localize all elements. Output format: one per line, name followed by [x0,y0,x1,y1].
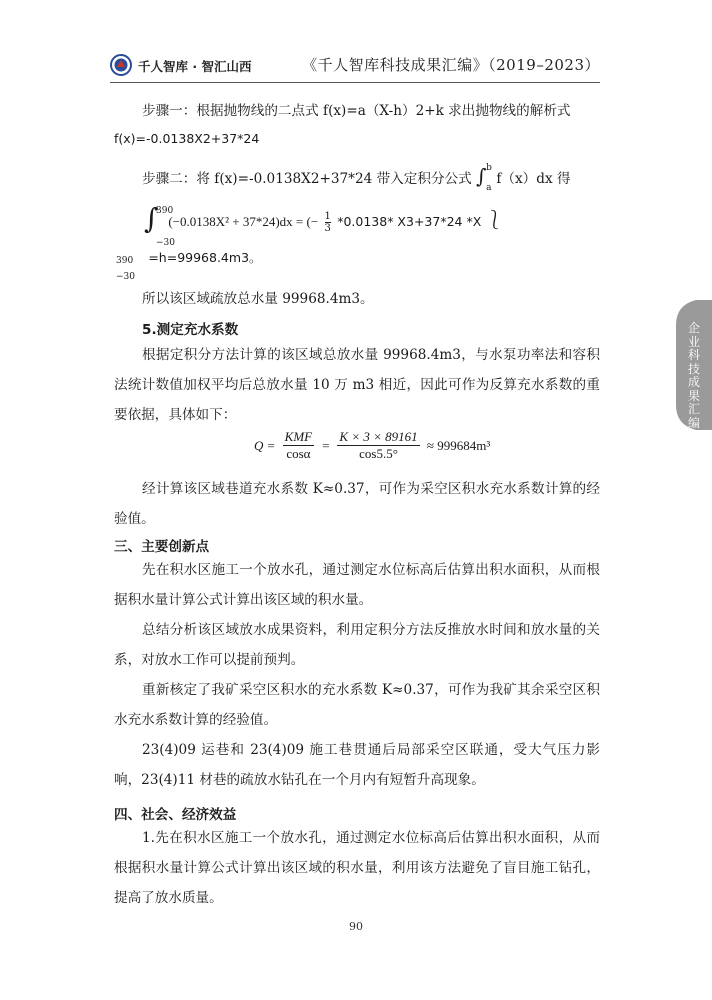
step2-text [142,163,571,193]
fraction-numerator: 1 [324,211,331,222]
formula-q: Q = [254,437,276,453]
integral-equation [144,202,504,248]
page-header [110,48,600,83]
integral-sign-icon: ∫ b a [476,163,492,193]
section3-heading: 三、主要创新点 [114,539,210,555]
section5-para2: 经计算该区域巷道充水系数 K≈0.37，可作为采空区积水充水系数计算的经验值。 [114,481,600,527]
formula-numerator-1: KMF [284,429,313,444]
fraction-one-third [325,211,331,234]
formula-result: ≈ 999684m³ [426,437,491,453]
step2-suffix: f（x）dx 得 [496,171,571,187]
equals-sign: = [321,437,331,453]
section5-para1: 根据定积分方法计算的该区域总放水量 99968.4m3，与水泵功率法和容积法统计数值加权平均后总放水量 10 万 m3 相近，因此可作为反算充水系数的重要依据，具体如下： [114,347,600,423]
integral-tail: *0.0138* X3+37*24 *X [337,214,482,229]
eval-upper: 390 [116,256,134,266]
section4-p1: 1.先在积水区施工一个放水孔，通过测定水位标高后估算出积水面积，从而根据积水量计算公式计算出该区域的积水量，利用该方法避免了盲目施工钻孔，提高了放水质量。 [114,830,600,906]
book-title: 《千人智库科技成果汇编》（2019–2023） [302,56,600,74]
section3-p2: 总结分析该区域放水成果资料，利用定积分方法反推放水时间和放水量的关系，对放水工作可以提前预判。 [114,622,600,668]
step1-text [142,99,571,119]
formula-denominator-2: cos5.5° [359,446,398,461]
integral-eq-lower: −30 [156,238,175,248]
step1-result: f(x)=-0.0138X2+37*24 [114,131,260,146]
formula-fraction-2 [337,429,419,462]
section4-heading: 四、社会、经济效益 [114,807,237,823]
integral-body: (−0.0138X² + 37*24)dx = (− [168,214,319,229]
side-tab [676,300,712,430]
integral-upper-limit: b [486,163,492,173]
section3-p3: 重新核定了我矿采空区积水的充水系数 K≈0.37，可作为我矿其余采空区积水充水系数计算的经验值。 [114,682,600,728]
integral-eq-upper: 390 [156,206,174,216]
step1-label: 步骤一：根据抛物线的二点式 f(x)=a（X-h）2+k 求出抛物线的解析式 [142,103,571,119]
section3-p4: 23(4)09 运巷和 23(4)09 施工巷贯通后局部采空区联通，受大气压力影响，23(4)11 材巷的疏放水钻孔在一个月内有短暂升高现象。 [114,742,600,788]
formula-fraction-1 [283,429,314,462]
eval-lower: −30 [116,272,135,282]
step2-prefix: 步骤二：将 f(x)=-0.0138X2+37*24 带入定积分公式 [142,171,472,187]
integral-lower-limit: a [486,183,492,193]
logo-icon [110,54,132,76]
formula-block [254,429,490,469]
evaluation-line [116,248,262,282]
definite-integral-icon: ∫ 390 −30 [144,205,164,233]
bracket-glyph: ⎱ [485,210,504,231]
conclusion-text: 所以该区域疏放总水量 99968.4m3。 [142,291,374,307]
page-number: 90 [349,920,363,933]
formula-denominator-1: cosα [286,446,311,461]
section3-p1: 先在积水区施工一个放水孔，通过测定水位标高后估算出积水面积，从而根据积水量计算公式计算出该区域的积水量。 [114,562,600,608]
brand-name: 千人智库 · 智汇山西 [138,59,252,74]
side-tab-label: 企业科技成果汇编 [687,321,700,430]
formula-numerator-2: K × 3 × 89161 [339,429,418,444]
fraction-denominator: 3 [324,223,331,234]
section5-heading: 5.测定充水系数 [142,322,239,338]
evaluation-result: =h=99968.4m3。 [148,250,262,265]
